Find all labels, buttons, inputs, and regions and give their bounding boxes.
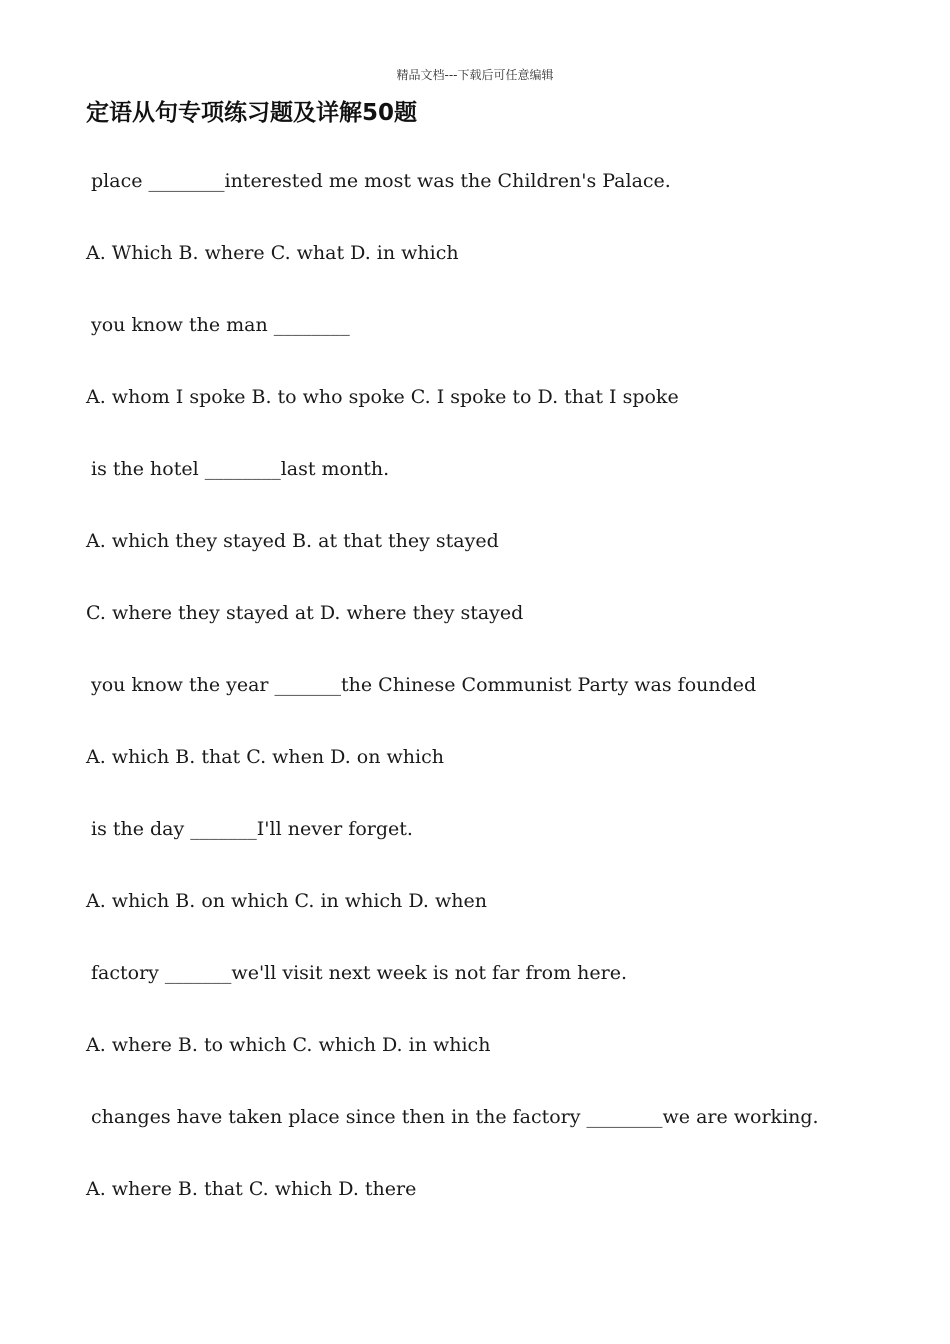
question-stem-2: you know the man ________ [91, 314, 350, 336]
question-options-6: A. where B. to which C. which D. in which [86, 1034, 491, 1056]
question-stem-7: changes have taken place since then in the factory ________we are working. [91, 1106, 819, 1128]
question-options-7: A. where B. that C. which D. there [86, 1178, 417, 1200]
question-options-4: A. which B. that C. when D. on which [86, 746, 444, 768]
header-note: 精品文档---下载后可任意编辑 [396, 68, 554, 82]
question-stem-1: place ________interested me most was the Children's Palace. [91, 170, 671, 192]
document-title: 定语从句专项练习题及详解50题 [86, 100, 418, 126]
question-stem-4: you know the year _______the Chinese Communist Party was founded [91, 674, 757, 696]
question-stem-6: factory _______we'll visit next week is not far from here. [91, 962, 627, 984]
question-options-2: A. whom I spoke B. to who spoke C. I spoke to D. that I spoke [86, 386, 679, 408]
question-stem-5: is the day _______I'll never forget. [91, 818, 413, 840]
question-options-3b: C. where they stayed at D. where they stayed [86, 602, 524, 624]
question-options-5: A. which B. on which C. in which D. when [86, 890, 487, 912]
question-stem-3: is the hotel ________last month. [91, 458, 390, 480]
question-options-3a: A. which they stayed B. at that they stayed [86, 530, 499, 552]
question-options-1: A. Which B. where C. what D. in which [86, 242, 459, 264]
